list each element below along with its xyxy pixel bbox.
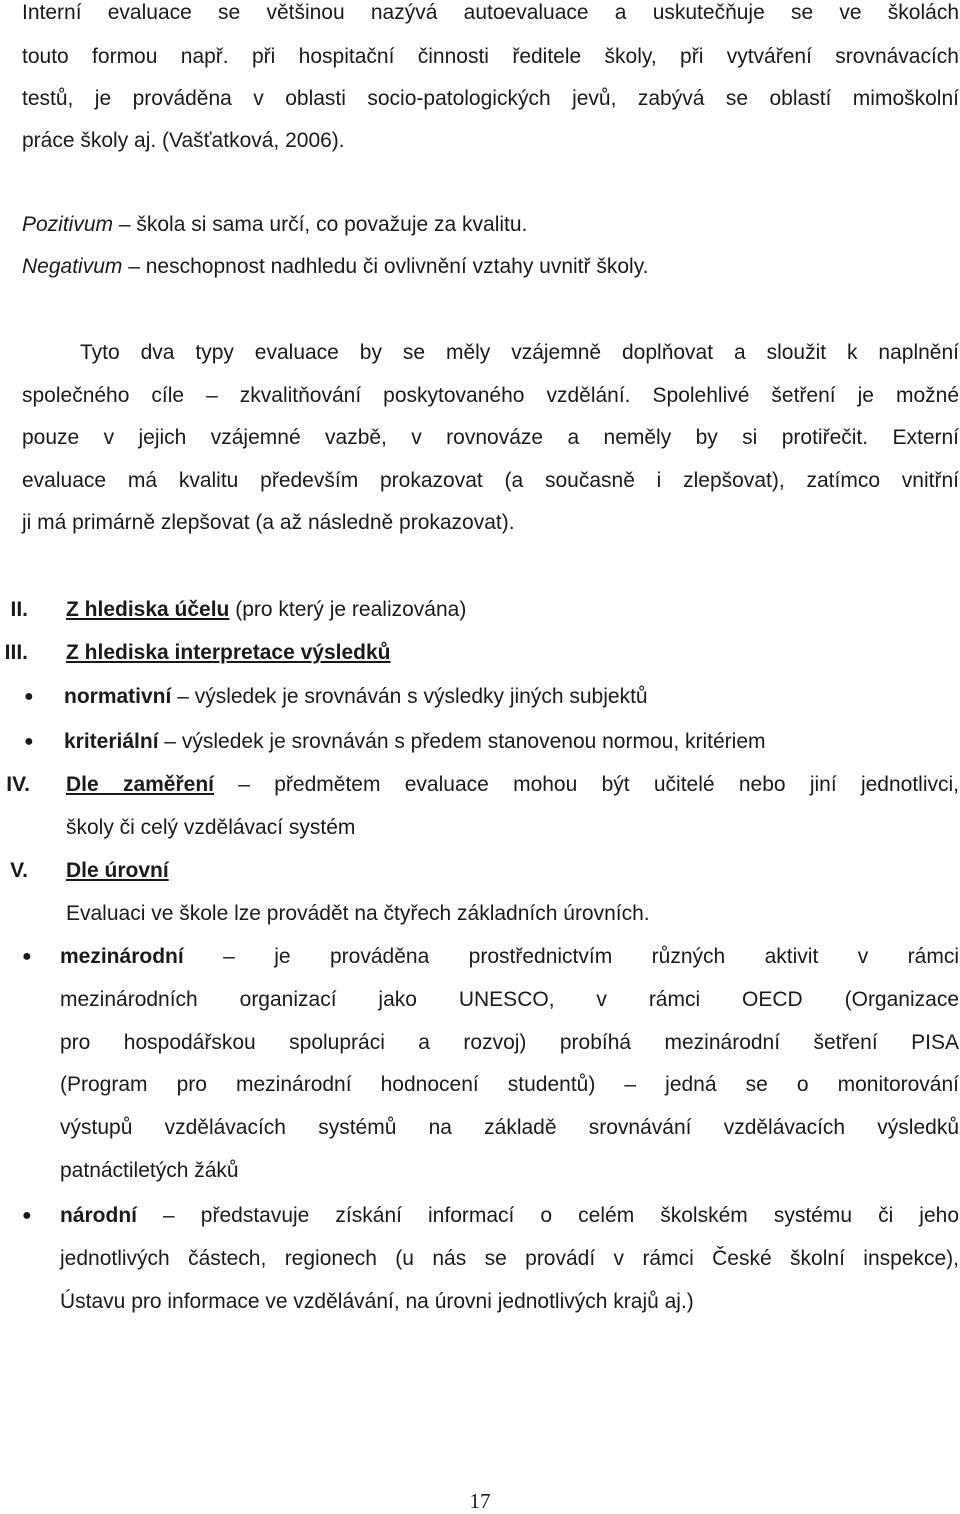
section-3-title: Z hlediska interpretace výsledků: [66, 641, 391, 664]
section-2-rest: (pro který je realizována): [229, 598, 467, 621]
international-line-3: pro hospodářskou spolupráci a rozvoj) probíhá mezinárodní šetření PISA: [60, 1031, 959, 1054]
page-number: 17: [469, 1489, 491, 1513]
bullet-icon: ●: [22, 948, 32, 965]
p1-line-3: testů, je prováděna v oblasti socio-patologických jevů, zabývá se oblastí mimoškolní: [22, 87, 959, 110]
international-term: mezinárodní: [60, 945, 184, 968]
section-5-text: Evaluaci ve škole lze provádět na čtyřech základních úrovních.: [66, 902, 650, 925]
positive-term: Pozitivum: [22, 213, 114, 236]
section-3-heading: [66, 640, 390, 666]
international-line-4: (Program pro mezinárodní hodnocení studentů) – jedná se o monitorování: [60, 1073, 959, 1096]
section-4-number: IV.: [6, 773, 30, 796]
p2-line-1: Tyto dva typy evaluace by se měly vzájemně doplňovat a sloužit k naplnění: [80, 341, 959, 364]
section-2-number: II.: [10, 598, 28, 621]
section-3-number: III.: [4, 641, 28, 664]
section-5-number: V.: [10, 859, 28, 882]
bullet-normative: [64, 684, 648, 710]
p1-line-1: Interní evaluace se většinou nazývá autoevaluace a uskutečňuje se ve školách: [22, 1, 959, 24]
section-5-title: Dle úrovní: [66, 859, 169, 882]
bullet-icon: ●: [24, 733, 34, 750]
normative-text: – výsledek je srovnáván s výsledky jiných subjektů: [171, 685, 648, 708]
positive-line: [22, 212, 527, 238]
national-line-1: [60, 1203, 959, 1229]
section-4-line-2: školy či celý vzdělávací systém: [66, 816, 356, 839]
national-line-3: Ústavu pro informace ve vzdělávání, na úrovni jednotlivých krajů aj.): [60, 1290, 694, 1313]
section-2-title: Z hlediska účelu: [66, 598, 230, 621]
negative-line: [22, 254, 648, 280]
national-term: národní: [60, 1204, 137, 1227]
national-line-2: jednotlivých částech, regionech (u nás se provádí v rámci České školní inspekce),: [60, 1247, 959, 1270]
international-line-5: výstupů vzdělávacích systémů na základě srovnávání vzdělávacích výsledků: [60, 1116, 959, 1139]
section-5-heading: [66, 858, 169, 884]
section-2-heading: [66, 597, 466, 623]
international-text-1: – je prováděna prostřednictvím různých aktivit v rámci: [183, 945, 959, 968]
p1-line-4: práce školy aj. (Vašťatková, 2006).: [22, 129, 345, 152]
p1-line-2: touto formou např. při hospitační činnosti ředitele školy, při vytváření srovnávacích: [22, 45, 959, 68]
negative-text: – neschopnost nadhledu či ovlivnění vztahy uvnitř školy.: [122, 255, 649, 278]
bullet-icon: ●: [22, 1207, 32, 1224]
section-4-title: Dle zaměření: [66, 773, 215, 796]
national-text-1: – představuje získání informací o celém školském systému či jeho: [137, 1204, 959, 1227]
international-line-6: patnáctiletých žáků: [60, 1159, 239, 1182]
criterial-text: – výsledek je srovnáván s předem stanovenou normou, kritériem: [158, 730, 766, 753]
international-line-1: [60, 944, 959, 970]
section-4-text: – předmětem evaluace mohou být učitelé nebo jiní jednotlivci,: [214, 773, 960, 796]
criterial-term: kriteriální: [64, 730, 159, 753]
bullet-criterial: [64, 729, 766, 755]
positive-text: – škola si sama určí, co považuje za kvalitu.: [113, 213, 528, 236]
international-line-2: mezinárodních organizací jako UNESCO, v rámci OECD (Organizace: [60, 988, 959, 1011]
negative-term: Negativum: [22, 255, 123, 278]
bullet-icon: ●: [24, 688, 34, 705]
p2-line-2: společného cíle – zkvalitňování poskytovaného vzdělání. Spolehlivé šetření je možné: [22, 384, 959, 407]
p2-line-4: evaluace má kvalitu především prokazovat (a současně i zlepšovat), zatímco vnitřní: [22, 469, 959, 492]
section-4-line-1: [66, 772, 959, 798]
normative-term: normativní: [64, 685, 172, 708]
p2-line-3: pouze v jejich vzájemné vazbě, v rovnováze a neměly by si protiřečit. Externí: [22, 426, 959, 449]
p2-line-5: ji má primárně zlepšovat (a až následně prokazovat).: [22, 511, 515, 534]
